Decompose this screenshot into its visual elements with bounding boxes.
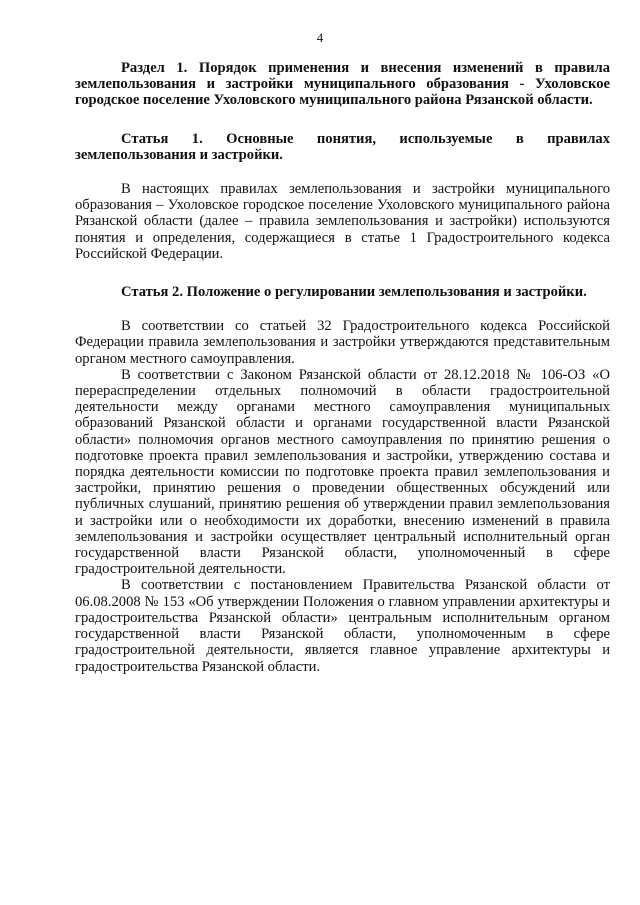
article2-heading: Статья 2. Положение о регулировании землепользования и застройки.: [121, 284, 587, 301]
article2-paragraph-3: В соответствии с постановлением Правительства Рязанской области от 06.08.2008 № 153 «Об утверждении Положения о главном управлении архитектуры и градостроительства Рязанской области» центральным исполнительным органом государственной власти Рязанской области, уполномоченным в сфере градостроительной деятельности, является главное управление архитектуры и градостроительства Рязанской области.: [75, 577, 610, 675]
article1-paragraph: В настоящих правилах землепользования и застройки муниципального образования – Ухоловское городское поселение Ухоловского муниципального района Рязанской области (далее – правила землепользования и застройки) используются понятия и определения, содержащиеся в статье 1 Градостроительного кодекса Российской Федерации.: [75, 181, 610, 262]
page-number: 4: [316, 30, 324, 45]
article1-heading: Статья 1. Основные понятия, используемые в правилах землепользования и застройки.: [75, 130, 610, 163]
article2-paragraph-2: В соответствии с Законом Рязанской области от 28.12.2018 № 106-ОЗ «О перераспределении отдельных полномочий в области градостроительной деятельности между органами местного самоуправления муниципальных образований Рязанской области и органами государственной власти Рязанской области» полномочия органов местного самоуправления по принятию решения о подготовке проекта правил землепользования и застройки, утверждению состава и порядка деятельности комиссии по подготовке проекта правил землепользования и застройки, принятию решения о проведении общественных обсуждений или публичных слушаний, принятию решения об утверждении правил землепользования и застройки или о необходимости их доработки, внесению изменений в правила землепользования и застройки осуществляет центральный исполнительный орган государственной власти Рязанской области, уполномоченный в сфере градостроительной деятельности.: [75, 366, 610, 578]
section-heading: Раздел 1. Порядок применения и внесения изменений в правила землепользования и застройки муниципального образования - Ухоловское городское поселение Ухоловского муниципального района Рязанской области.: [75, 60, 610, 109]
document-body: [75, 60, 610, 675]
article2-paragraph-1: В соответствии со статьей 32 Градостроительного кодекса Российской Федерации правила землепользования и застройки утверждаются представительным органом местного самоуправления.: [75, 318, 610, 367]
